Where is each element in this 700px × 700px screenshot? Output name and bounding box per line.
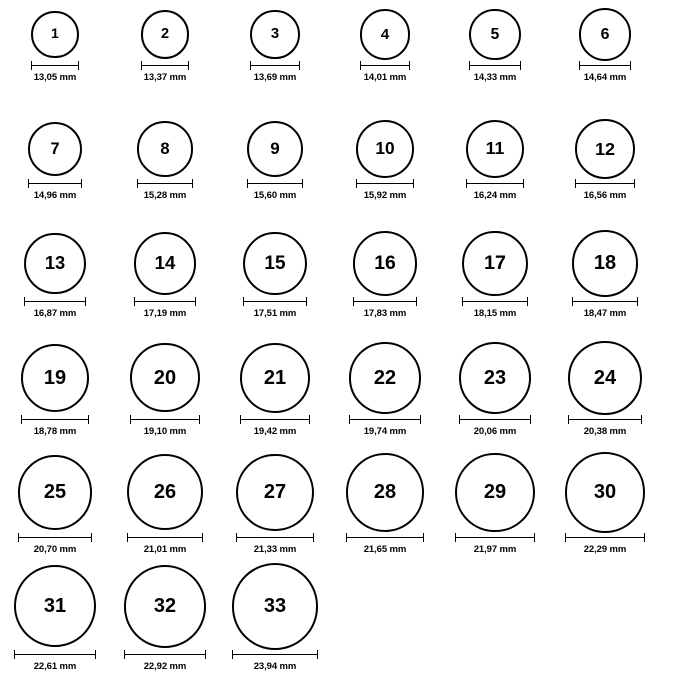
ring-circle	[31, 11, 78, 58]
ring-size-cell	[0, 341, 110, 437]
measure-line	[137, 183, 192, 184]
ring-circle-wrapper	[353, 230, 418, 297]
ring-circle-wrapper	[346, 452, 424, 533]
ring-size-number: 28	[373, 481, 397, 504]
ring-circle	[236, 454, 313, 531]
chart-row	[0, 563, 700, 672]
ring-size-number: 12	[595, 138, 615, 159]
ring-circle	[21, 344, 89, 412]
measure-line	[28, 183, 82, 184]
measure-line	[31, 65, 78, 66]
ring-size-number: 21	[263, 366, 287, 389]
ring-size-number: 7	[50, 139, 60, 158]
ring-size-cell	[550, 119, 660, 201]
ring-size-number: 18	[593, 252, 617, 275]
diameter-label: 13,37 mm	[143, 71, 187, 83]
diameter-label: 17,51 mm	[253, 307, 297, 319]
chart-row	[0, 230, 700, 319]
ring-circle	[243, 232, 306, 295]
measure-line	[134, 301, 196, 302]
diameter-measure-bar	[14, 650, 96, 660]
ring-size-number: 27	[263, 481, 287, 504]
diameter-label: 20,38 mm	[583, 425, 627, 437]
diameter-measure-bar	[462, 297, 528, 307]
diameter-label: 14,01 mm	[363, 71, 407, 83]
diameter-label: 14,33 mm	[473, 71, 517, 83]
diameter-label: 15,60 mm	[253, 189, 297, 201]
diameter-label: 16,87 mm	[33, 307, 77, 319]
ring-circle-wrapper	[455, 452, 535, 533]
diameter-label: 22,29 mm	[583, 543, 627, 555]
ring-circle	[130, 343, 199, 412]
ring-size-cell	[220, 452, 330, 555]
diameter-label: 13,05 mm	[33, 71, 77, 83]
ring-circle	[127, 454, 203, 530]
ring-size-number: 31	[43, 595, 67, 618]
measure-line	[18, 537, 93, 538]
measure-line	[579, 65, 632, 66]
measure-line	[243, 301, 306, 302]
ring-circle	[360, 9, 411, 60]
ring-circle	[572, 230, 639, 297]
ring-size-number: 1	[51, 26, 59, 43]
ring-circle-wrapper	[31, 8, 78, 61]
ring-size-number: 6	[600, 25, 610, 43]
ring-size-cell	[0, 452, 110, 555]
ring-size-cell	[330, 119, 440, 201]
chart-row	[0, 452, 700, 555]
diameter-label: 20,70 mm	[33, 543, 77, 555]
ring-size-number: 26	[153, 481, 177, 504]
measure-line	[572, 301, 639, 302]
measure-line	[236, 537, 313, 538]
ring-circle	[349, 342, 420, 413]
ring-circle-wrapper	[137, 119, 192, 179]
diameter-measure-bar	[459, 415, 532, 425]
measure-line	[141, 65, 189, 66]
ring-size-cell	[330, 230, 440, 319]
diameter-measure-bar	[568, 415, 642, 425]
measure-line	[356, 183, 414, 184]
ring-size-cell	[440, 230, 550, 319]
diameter-label: 19,42 mm	[253, 425, 297, 437]
diameter-measure-bar	[127, 533, 203, 543]
ring-size-cell	[0, 230, 110, 319]
diameter-measure-bar	[469, 61, 521, 71]
ring-circle-wrapper	[360, 8, 411, 61]
ring-size-cell	[550, 452, 660, 555]
diameter-measure-bar	[124, 650, 207, 660]
ring-circle	[232, 563, 319, 650]
ring-size-number: 24	[593, 366, 617, 389]
diameter-measure-bar	[360, 61, 411, 71]
ring-circle	[28, 122, 82, 176]
diameter-label: 14,96 mm	[33, 189, 77, 201]
ring-circle-wrapper	[349, 341, 420, 415]
ring-circle-wrapper	[565, 452, 646, 533]
diameter-label: 22,61 mm	[33, 660, 77, 672]
measure-line	[346, 537, 424, 538]
measure-line	[455, 537, 535, 538]
measure-line	[360, 65, 411, 66]
diameter-label: 21,01 mm	[143, 543, 187, 555]
diameter-measure-bar	[31, 61, 78, 71]
ring-circle-wrapper	[462, 230, 528, 297]
diameter-measure-bar	[137, 179, 192, 189]
ring-circle	[124, 565, 207, 648]
ring-circle	[459, 342, 532, 415]
diameter-measure-bar	[247, 179, 303, 189]
ring-size-cell	[110, 230, 220, 319]
ring-size-cell	[440, 119, 550, 201]
diameter-label: 15,28 mm	[143, 189, 187, 201]
diameter-measure-bar	[455, 533, 535, 543]
diameter-label: 17,83 mm	[363, 307, 407, 319]
measure-line	[565, 537, 646, 538]
ring-size-cell	[110, 341, 220, 437]
measure-line	[124, 654, 207, 655]
ring-circle-wrapper	[236, 452, 313, 533]
diameter-label: 15,92 mm	[363, 189, 407, 201]
diameter-label: 22,92 mm	[143, 660, 187, 672]
ring-circle	[134, 232, 196, 294]
ring-size-number: 20	[153, 366, 177, 389]
ring-circle	[141, 10, 189, 58]
ring-size-number: 30	[593, 481, 617, 504]
measure-line	[14, 654, 96, 655]
ring-size-number: 33	[263, 595, 287, 618]
ring-size-cell	[440, 452, 550, 555]
diameter-label: 18,47 mm	[583, 307, 627, 319]
ring-circle	[353, 231, 418, 296]
ring-circle	[346, 453, 424, 531]
ring-size-number: 5	[490, 25, 500, 43]
measure-line	[466, 183, 525, 184]
diameter-measure-bar	[232, 650, 319, 660]
ring-circle-wrapper	[21, 341, 89, 415]
ring-size-number: 15	[264, 252, 286, 274]
diameter-measure-bar	[579, 61, 632, 71]
diameter-measure-bar	[28, 179, 82, 189]
diameter-measure-bar	[24, 297, 85, 307]
ring-size-cell	[330, 8, 440, 83]
ring-circle-wrapper	[579, 8, 632, 61]
measure-line	[232, 654, 319, 655]
measure-line	[568, 419, 642, 420]
ring-circle	[575, 119, 635, 179]
ring-circle	[247, 121, 303, 177]
chart-row	[0, 119, 700, 201]
measure-line	[247, 183, 303, 184]
ring-circle-wrapper	[469, 8, 521, 61]
diameter-measure-bar	[130, 415, 199, 425]
ring-size-cell	[550, 341, 660, 437]
ring-circle-wrapper	[243, 230, 306, 297]
ring-circle-wrapper	[575, 119, 635, 179]
ring-circle-wrapper	[134, 230, 196, 297]
diameter-measure-bar	[353, 297, 418, 307]
measure-line	[462, 301, 528, 302]
diameter-label: 18,15 mm	[473, 307, 517, 319]
ring-size-number: 19	[43, 366, 67, 389]
measure-line	[130, 419, 199, 420]
ring-circle-wrapper	[250, 8, 300, 61]
diameter-measure-bar	[134, 297, 196, 307]
ring-size-number: 9	[270, 138, 280, 158]
ring-circle-wrapper	[18, 452, 93, 533]
diameter-measure-bar	[466, 179, 525, 189]
ring-circle-wrapper	[466, 119, 525, 179]
ring-circle-wrapper	[130, 341, 199, 415]
diameter-label: 18,78 mm	[33, 425, 77, 437]
ring-size-number: 25	[43, 481, 67, 504]
measure-line	[459, 419, 532, 420]
ring-circle-wrapper	[127, 452, 203, 533]
diameter-measure-bar	[356, 179, 414, 189]
ring-size-cell	[220, 563, 330, 672]
diameter-measure-bar	[572, 297, 639, 307]
ring-circle-wrapper	[24, 230, 85, 297]
ring-circle	[18, 455, 93, 530]
ring-circle	[565, 452, 646, 533]
ring-circle	[240, 343, 310, 413]
ring-circle	[250, 10, 300, 60]
ring-size-cell	[440, 341, 550, 437]
chart-row	[0, 341, 700, 437]
ring-size-number: 29	[483, 481, 507, 504]
ring-size-cell	[220, 119, 330, 201]
ring-circle	[356, 120, 414, 178]
diameter-label: 20,06 mm	[473, 425, 517, 437]
ring-circle-wrapper	[572, 230, 639, 297]
diameter-measure-bar	[243, 297, 306, 307]
diameter-label: 19,74 mm	[363, 425, 407, 437]
diameter-label: 23,94 mm	[253, 660, 297, 672]
diameter-label: 14,64 mm	[583, 71, 627, 83]
diameter-measure-bar	[240, 415, 310, 425]
diameter-measure-bar	[141, 61, 189, 71]
measure-line	[469, 65, 521, 66]
measure-line	[353, 301, 418, 302]
diameter-label: 17,19 mm	[143, 307, 187, 319]
ring-circle-wrapper	[568, 341, 642, 415]
ring-size-number: 13	[44, 252, 66, 274]
ring-circle-wrapper	[356, 119, 414, 179]
diameter-label: 21,65 mm	[363, 543, 407, 555]
ring-circle-wrapper	[124, 563, 207, 650]
ring-size-cell	[220, 341, 330, 437]
ring-size-number: 23	[483, 366, 507, 389]
ring-size-cell	[550, 230, 660, 319]
ring-circle-wrapper	[232, 563, 319, 650]
diameter-label: 16,24 mm	[473, 189, 517, 201]
measure-line	[250, 65, 300, 66]
ring-size-cell	[110, 119, 220, 201]
ring-size-cell	[110, 563, 220, 672]
ring-size-number: 17	[484, 251, 506, 274]
ring-circle	[137, 121, 192, 176]
ring-circle	[579, 8, 632, 61]
ring-circle-wrapper	[240, 341, 310, 415]
measure-line	[240, 419, 310, 420]
ring-size-number: 32	[153, 595, 177, 618]
diameter-label: 21,33 mm	[253, 543, 297, 555]
diameter-measure-bar	[349, 415, 420, 425]
ring-size-cell	[0, 119, 110, 201]
chart-row	[0, 8, 700, 83]
ring-circle	[466, 120, 525, 179]
ring-circle	[568, 341, 642, 415]
ring-circle-wrapper	[459, 341, 532, 415]
ring-size-cell	[440, 8, 550, 83]
ring-size-number: 4	[380, 25, 390, 43]
ring-circle	[469, 9, 521, 61]
diameter-measure-bar	[575, 179, 635, 189]
ring-size-number: 2	[160, 26, 170, 43]
ring-size-cell	[330, 452, 440, 555]
diameter-label: 21,97 mm	[473, 543, 517, 555]
ring-size-number: 14	[154, 252, 176, 274]
ring-size-number: 3	[270, 26, 280, 43]
ring-size-cell	[330, 341, 440, 437]
diameter-measure-bar	[21, 415, 89, 425]
ring-size-cell	[220, 8, 330, 83]
diameter-measure-bar	[250, 61, 300, 71]
ring-circle-wrapper	[247, 119, 303, 179]
ring-size-cell	[0, 563, 110, 672]
diameter-label: 13,69 mm	[253, 71, 297, 83]
ring-size-cell	[110, 8, 220, 83]
measure-line	[349, 419, 420, 420]
ring-circle	[24, 233, 85, 294]
measure-line	[127, 537, 203, 538]
measure-line	[24, 301, 85, 302]
diameter-label: 16,56 mm	[583, 189, 627, 201]
ring-size-cell	[110, 452, 220, 555]
ring-size-number: 16	[374, 251, 396, 274]
ring-circle-wrapper	[141, 8, 189, 61]
ring-circle	[14, 565, 96, 647]
ring-size-number: 8	[160, 138, 170, 158]
ring-size-number: 10	[375, 138, 395, 159]
ring-size-cell	[220, 230, 330, 319]
ring-circle-wrapper	[14, 563, 96, 650]
diameter-label: 19,10 mm	[143, 425, 187, 437]
ring-circle	[462, 231, 528, 297]
ring-size-cell	[550, 8, 660, 83]
ring-circle	[455, 453, 535, 533]
ring-size-cell	[0, 8, 110, 83]
diameter-measure-bar	[236, 533, 313, 543]
measure-line	[21, 419, 89, 420]
ring-size-number: 22	[373, 366, 397, 389]
measure-line	[575, 183, 635, 184]
diameter-measure-bar	[346, 533, 424, 543]
ring-circle-wrapper	[28, 119, 82, 179]
ring-size-number: 11	[485, 138, 505, 159]
diameter-measure-bar	[18, 533, 93, 543]
diameter-measure-bar	[565, 533, 646, 543]
